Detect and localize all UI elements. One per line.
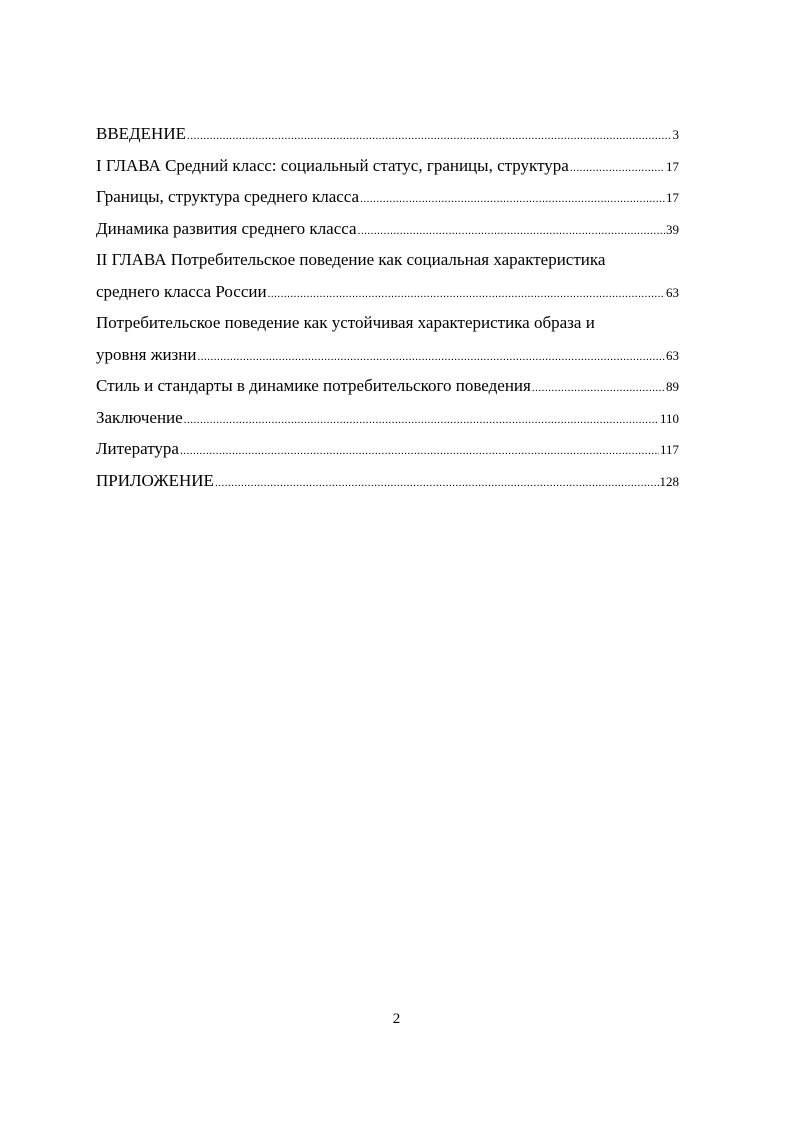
toc-entry-introduction[interactable] (96, 118, 679, 150)
toc-entry-consumer-behavior-line-1[interactable] (96, 307, 679, 339)
toc-entry-title: среднего класса России (96, 281, 267, 301)
toc-entry-title: Динамика развития среднего класса (96, 218, 357, 238)
dot-leader (532, 373, 665, 405)
dot-leader (570, 153, 665, 185)
toc-entry-title: II ГЛАВА Потребительское поведение как социальная характеристика (96, 250, 606, 269)
toc-entry-title: Литература (96, 439, 179, 458)
dot-leader (360, 184, 665, 216)
toc-entry-style-standards[interactable] (96, 370, 679, 402)
page-number: 2 (392, 1011, 401, 1027)
toc-entry-page: 63 (666, 284, 679, 300)
toc-entry-page: 110 (659, 410, 679, 426)
toc-entry-title: Заключение (96, 407, 183, 427)
toc-entry-page: 17 (666, 190, 679, 205)
toc-entry-boundaries[interactable] (96, 181, 679, 213)
toc-entry-title: Границы, структура среднего класса (96, 187, 360, 206)
toc-entry-title: Потребительское поведение как устойчивая характеристика образа и (96, 313, 595, 332)
dot-leader (268, 279, 665, 311)
dot-leader (184, 405, 659, 437)
dot-leader (215, 468, 659, 500)
toc-entry-chapter-1[interactable] (96, 150, 679, 182)
toc-entry-page: 3 (672, 127, 679, 142)
toc-entry-literature[interactable] (96, 433, 679, 465)
dot-leader (180, 436, 659, 468)
toc-entry-page: 117 (659, 442, 679, 457)
dot-leader (197, 342, 665, 374)
toc-entry-appendix[interactable] (96, 465, 679, 497)
toc-entry-page: 39 (666, 221, 679, 237)
toc-entry-chapter-2-line-2[interactable] (96, 276, 679, 308)
toc-entry-page: 17 (666, 158, 679, 174)
toc-entry-page: 63 (666, 347, 679, 363)
toc-entry-chapter-2-line-1[interactable] (96, 244, 679, 276)
toc-entry-conclusion[interactable] (96, 402, 679, 434)
dot-leader (358, 216, 665, 248)
toc-entry-title: ПРИЛОЖЕНИЕ (96, 470, 214, 490)
table-of-contents (96, 118, 679, 496)
toc-entry-consumer-behavior-line-2[interactable] (96, 339, 679, 371)
toc-entry-title: уровня жизни (96, 344, 197, 364)
toc-entry-title: Стиль и стандарты в динамике потребительского поведения (96, 376, 531, 395)
toc-entry-page: 89 (666, 379, 679, 394)
toc-entry-title: ВВЕДЕНИЕ (96, 124, 186, 143)
toc-entry-dynamics[interactable] (96, 213, 679, 245)
toc-entry-page: 128 (659, 473, 679, 489)
dot-leader (187, 121, 672, 153)
toc-entry-title: I ГЛАВА Средний класс: социальный статус, границы, структура (96, 155, 569, 175)
